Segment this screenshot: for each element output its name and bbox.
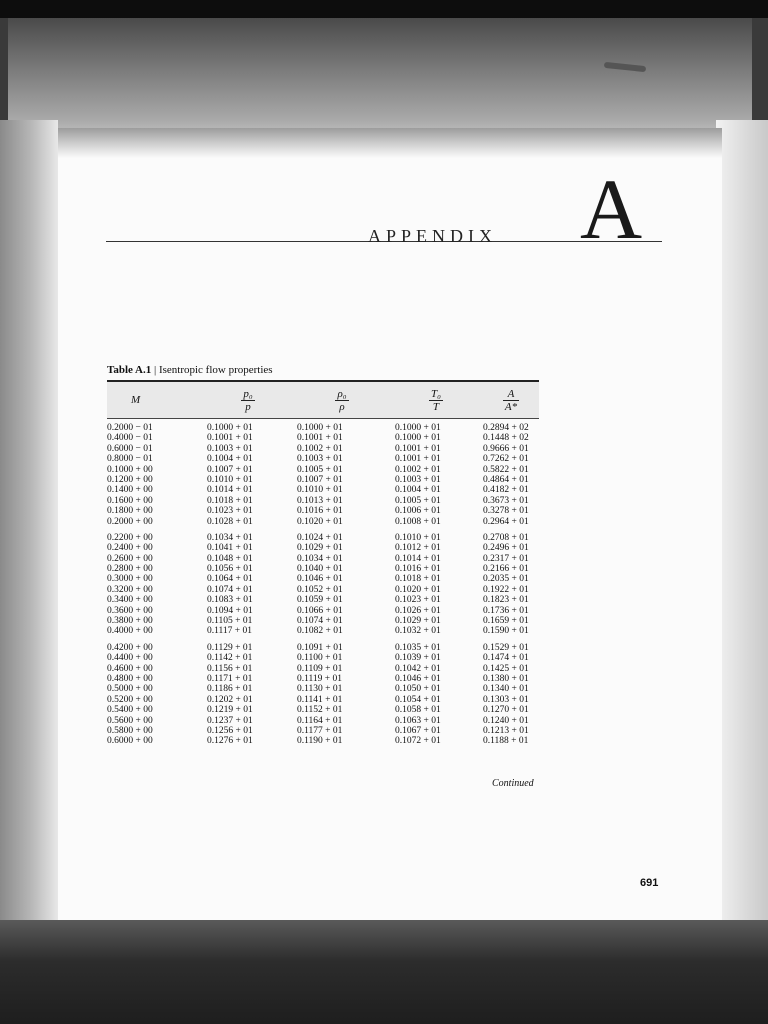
table-row xyxy=(107,465,539,475)
table-cell: 0.5600 + 00 xyxy=(107,715,153,726)
table-cell: 0.8000 − 01 xyxy=(107,454,153,465)
table-cell: 0.5822 + 01 xyxy=(483,464,529,475)
table-cell: 0.1005 + 01 xyxy=(297,464,343,475)
table-row xyxy=(107,433,539,443)
table-row xyxy=(107,585,539,595)
table-cell: 0.1004 + 01 xyxy=(207,454,253,465)
table-cell: 0.1105 + 01 xyxy=(207,616,253,627)
table-cell: 0.1000 + 01 xyxy=(297,423,343,433)
table-cell: 0.1010 + 01 xyxy=(207,474,253,485)
header-pressure-num: p₀ xyxy=(243,387,253,400)
table-cell: 0.1823 + 01 xyxy=(483,595,529,606)
table-cell: 0.4800 + 00 xyxy=(107,673,153,684)
isentropic-table xyxy=(107,380,539,747)
table-cell: 0.1004 + 01 xyxy=(395,485,441,496)
table-cell: 0.1529 + 01 xyxy=(483,642,529,653)
table-cell: 0.1020 + 01 xyxy=(395,584,441,595)
table-cell: 0.1141 + 01 xyxy=(297,694,343,705)
table-cell: 0.1059 + 01 xyxy=(297,595,343,606)
table-cell: 0.1002 + 01 xyxy=(297,443,343,454)
table-cell: 0.1023 + 01 xyxy=(207,506,253,517)
page-top-shade xyxy=(58,128,722,158)
table-cell: 0.3400 + 00 xyxy=(107,595,153,606)
table-cell: 0.1190 + 01 xyxy=(297,736,343,747)
table-cell: 0.1018 + 01 xyxy=(207,495,253,506)
table-cell: 0.1001 + 01 xyxy=(395,454,441,465)
table-cell: 0.5000 + 00 xyxy=(107,684,153,695)
table-row-group xyxy=(107,533,539,637)
table-cell: 0.1448 + 02 xyxy=(483,433,529,444)
table-cell: 0.5800 + 00 xyxy=(107,725,153,736)
table-row xyxy=(107,554,539,564)
table-cell: 0.1029 + 01 xyxy=(297,543,343,554)
table-cell: 0.6000 − 01 xyxy=(107,443,153,454)
table-cell: 0.1000 + 01 xyxy=(207,423,253,433)
table-row xyxy=(107,485,539,495)
scan-left-shadow xyxy=(0,120,58,920)
table-cell: 0.2600 + 00 xyxy=(107,553,153,564)
scan-top-shadow xyxy=(8,18,752,138)
table-cell: 0.5400 + 00 xyxy=(107,705,153,716)
table-row xyxy=(107,454,539,464)
table-cell: 0.1202 + 01 xyxy=(207,694,253,705)
table-cell: 0.4182 + 01 xyxy=(483,485,529,496)
table-cell: 0.1590 + 01 xyxy=(483,626,529,637)
table-cell: 0.1035 + 01 xyxy=(395,642,441,653)
header-temperature-num: T₀ xyxy=(431,387,441,400)
header-pressure-ratio xyxy=(201,388,295,413)
table-cell: 0.3673 + 01 xyxy=(483,495,529,506)
table-cell: 0.1010 + 01 xyxy=(297,485,343,496)
table-caption-separator: | xyxy=(151,364,159,376)
table-cell: 0.1003 + 01 xyxy=(395,474,441,485)
table-cell: 0.1117 + 01 xyxy=(207,626,253,637)
table-cell: 0.1042 + 01 xyxy=(395,663,441,674)
appendix-letter: A xyxy=(580,161,643,257)
table-cell: 0.1474 + 01 xyxy=(483,653,529,664)
table-caption xyxy=(107,364,273,376)
table-cell: 0.1014 + 01 xyxy=(395,553,441,564)
table-cell: 0.1023 + 01 xyxy=(395,595,441,606)
table-cell: 0.3600 + 00 xyxy=(107,605,153,616)
table-cell: 0.1005 + 01 xyxy=(395,495,441,506)
table-cell: 0.3278 + 01 xyxy=(483,506,529,517)
table-row-group xyxy=(107,423,539,527)
table-row xyxy=(107,595,539,605)
table-cell: 0.4000 − 01 xyxy=(107,433,153,444)
table-caption-label: Table A.1 xyxy=(107,364,152,376)
table-row xyxy=(107,643,539,653)
table-row xyxy=(107,653,539,663)
table-cell: 0.1074 + 01 xyxy=(297,616,343,627)
table-cell: 0.1008 + 01 xyxy=(395,516,441,527)
table-cell: 0.1380 + 01 xyxy=(483,673,529,684)
table-cell: 0.4200 + 00 xyxy=(107,642,153,653)
header-area-ratio xyxy=(483,388,539,413)
table-cell: 0.1659 + 01 xyxy=(483,616,529,627)
table-cell: 0.1018 + 01 xyxy=(395,574,441,585)
table-cell: 0.1003 + 01 xyxy=(207,443,253,454)
table-cell: 0.4600 + 00 xyxy=(107,663,153,674)
book-page xyxy=(58,128,722,920)
table-cell: 0.1142 + 01 xyxy=(207,653,253,664)
table-cell: 0.4400 + 00 xyxy=(107,653,153,664)
table-caption-title: Isentropic flow properties xyxy=(158,364,273,376)
table-row xyxy=(107,626,539,636)
table-row xyxy=(107,543,539,553)
table-cell: 0.1186 + 01 xyxy=(207,684,253,695)
table-cell: 0.1016 + 01 xyxy=(395,564,441,575)
table-row xyxy=(107,564,539,574)
header-density-ratio xyxy=(295,388,389,413)
table-cell: 0.1240 + 01 xyxy=(483,715,529,726)
table-cell: 0.1256 + 01 xyxy=(207,725,253,736)
table-cell: 0.9666 + 01 xyxy=(483,443,529,454)
table-cell: 0.2496 + 01 xyxy=(483,543,529,554)
table-cell: 0.1034 + 01 xyxy=(207,532,253,543)
table-cell: 0.1091 + 01 xyxy=(297,642,343,653)
scan-top-border xyxy=(0,0,768,18)
table-cell: 0.2894 + 02 xyxy=(483,423,529,433)
table-cell: 0.6000 + 00 xyxy=(107,736,153,747)
table-row xyxy=(107,506,539,516)
table-cell: 0.1063 + 01 xyxy=(395,715,441,726)
table-row xyxy=(107,616,539,626)
table-cell: 0.1067 + 01 xyxy=(395,725,441,736)
table-cell: 0.1109 + 01 xyxy=(297,663,343,674)
table-cell: 0.1016 + 01 xyxy=(297,506,343,517)
table-cell: 0.1034 + 01 xyxy=(297,553,343,564)
table-cell: 0.1010 + 01 xyxy=(395,532,441,543)
table-cell: 0.1013 + 01 xyxy=(297,495,343,506)
table-row xyxy=(107,695,539,705)
table-body xyxy=(107,423,539,747)
continued-note: Continued xyxy=(492,778,534,789)
table-cell: 0.3200 + 00 xyxy=(107,584,153,595)
table-cell: 0.1039 + 01 xyxy=(395,653,441,664)
table-cell: 0.1014 + 01 xyxy=(207,485,253,496)
header-density-den: ρ xyxy=(339,400,345,413)
table-cell: 0.1032 + 01 xyxy=(395,626,441,637)
table-cell: 0.1000 + 00 xyxy=(107,464,153,475)
table-cell: 0.1001 + 01 xyxy=(207,433,253,444)
table-row xyxy=(107,684,539,694)
scan-bottom-border xyxy=(0,920,768,1024)
table-row xyxy=(107,496,539,506)
table-cell: 0.1028 + 01 xyxy=(207,516,253,527)
table-cell: 0.1188 + 01 xyxy=(483,736,529,747)
table-cell: 0.1219 + 01 xyxy=(207,705,253,716)
table-cell: 0.1200 + 00 xyxy=(107,474,153,485)
table-row xyxy=(107,705,539,715)
table-cell: 0.1094 + 01 xyxy=(207,605,253,616)
table-cell: 0.5200 + 00 xyxy=(107,694,153,705)
table-row xyxy=(107,716,539,726)
table-cell: 0.1040 + 01 xyxy=(297,564,343,575)
table-cell: 0.1800 + 00 xyxy=(107,506,153,517)
table-cell: 0.1046 + 01 xyxy=(395,673,441,684)
table-cell: 0.1130 + 01 xyxy=(297,684,343,695)
table-cell: 0.1003 + 01 xyxy=(297,454,343,465)
table-cell: 0.1066 + 01 xyxy=(297,605,343,616)
table-row xyxy=(107,423,539,433)
table-cell: 0.1736 + 01 xyxy=(483,605,529,616)
table-cell: 0.7262 + 01 xyxy=(483,454,529,465)
table-cell: 0.1001 + 01 xyxy=(395,443,441,454)
header-mach: M xyxy=(131,394,141,406)
table-cell: 0.1082 + 01 xyxy=(297,626,343,637)
table-cell: 0.1020 + 01 xyxy=(297,516,343,527)
table-row xyxy=(107,533,539,543)
table-cell: 0.1001 + 01 xyxy=(297,433,343,444)
table-cell: 0.1237 + 01 xyxy=(207,715,253,726)
table-cell: 0.2200 + 00 xyxy=(107,532,153,543)
table-cell: 0.1922 + 01 xyxy=(483,584,529,595)
table-cell: 0.2166 + 01 xyxy=(483,564,529,575)
table-cell: 0.1029 + 01 xyxy=(395,616,441,627)
table-cell: 0.1000 + 01 xyxy=(395,433,441,444)
table-cell: 0.2000 − 01 xyxy=(107,423,153,433)
table-row-group xyxy=(107,643,539,747)
table-cell: 0.2317 + 01 xyxy=(483,553,529,564)
table-cell: 0.1600 + 00 xyxy=(107,495,153,506)
table-cell: 0.1177 + 01 xyxy=(297,725,343,736)
table-cell: 0.2400 + 00 xyxy=(107,543,153,554)
table-cell: 0.3000 + 00 xyxy=(107,574,153,585)
header-temperature-ratio xyxy=(389,388,483,413)
table-header-rule xyxy=(107,418,539,419)
table-row xyxy=(107,736,539,746)
table-cell: 0.1425 + 01 xyxy=(483,663,529,674)
table-cell: 0.1074 + 01 xyxy=(207,584,253,595)
table-cell: 0.1041 + 01 xyxy=(207,543,253,554)
header-density-num: ρ₀ xyxy=(337,387,347,400)
table-cell: 0.2708 + 01 xyxy=(483,532,529,543)
table-cell: 0.1276 + 01 xyxy=(207,736,253,747)
table-cell: 0.4864 + 01 xyxy=(483,474,529,485)
scan-right-shadow xyxy=(716,120,768,920)
table-cell: 0.1072 + 01 xyxy=(395,736,441,747)
header-pressure-den: p xyxy=(245,400,251,413)
header-area-num: A xyxy=(503,388,519,401)
table-cell: 0.1007 + 01 xyxy=(297,474,343,485)
table-cell: 0.1050 + 01 xyxy=(395,684,441,695)
table-cell: 0.1100 + 01 xyxy=(297,653,343,664)
table-cell: 0.1270 + 01 xyxy=(483,705,529,716)
table-cell: 0.1400 + 00 xyxy=(107,485,153,496)
table-cell: 0.1000 + 01 xyxy=(395,423,441,433)
table-cell: 0.1129 + 01 xyxy=(207,642,253,653)
table-cell: 0.1012 + 01 xyxy=(395,543,441,554)
table-cell: 0.1024 + 01 xyxy=(297,532,343,543)
table-row xyxy=(107,517,539,527)
table-cell: 0.1052 + 01 xyxy=(297,584,343,595)
table-cell: 0.1007 + 01 xyxy=(207,464,253,475)
table-cell: 0.2000 + 00 xyxy=(107,516,153,527)
table-cell: 0.1083 + 01 xyxy=(207,595,253,606)
table-cell: 0.1303 + 01 xyxy=(483,694,529,705)
table-cell: 0.4000 + 00 xyxy=(107,626,153,637)
table-cell: 0.1064 + 01 xyxy=(207,574,253,585)
table-cell: 0.1119 + 01 xyxy=(297,673,343,684)
table-cell: 0.1054 + 01 xyxy=(395,694,441,705)
header-temperature-den: T xyxy=(432,400,440,413)
table-cell: 0.1046 + 01 xyxy=(297,574,343,585)
appendix-label: APPENDIX xyxy=(368,226,498,246)
table-cell: 0.1006 + 01 xyxy=(395,506,441,517)
header-area-den: A* xyxy=(504,400,518,413)
table-cell: 0.2035 + 01 xyxy=(483,574,529,585)
table-cell: 0.3800 + 00 xyxy=(107,616,153,627)
table-row xyxy=(107,674,539,684)
table-cell: 0.1164 + 01 xyxy=(297,715,343,726)
table-cell: 0.1002 + 01 xyxy=(395,464,441,475)
table-cell: 0.1026 + 01 xyxy=(395,605,441,616)
table-cell: 0.1048 + 01 xyxy=(207,553,253,564)
table-row xyxy=(107,444,539,454)
table-cell: 0.1171 + 01 xyxy=(207,673,253,684)
table-row xyxy=(107,664,539,674)
table-header-row xyxy=(107,382,539,418)
table-cell: 0.2800 + 00 xyxy=(107,564,153,575)
table-cell: 0.1156 + 01 xyxy=(207,663,253,674)
table-cell: 0.1058 + 01 xyxy=(395,705,441,716)
table-cell: 0.1152 + 01 xyxy=(297,705,343,716)
table-row xyxy=(107,475,539,485)
table-cell: 0.1056 + 01 xyxy=(207,564,253,575)
table-row xyxy=(107,574,539,584)
page-number: 691 xyxy=(640,877,659,889)
table-row xyxy=(107,606,539,616)
table-cell: 0.2964 + 01 xyxy=(483,516,529,527)
table-cell: 0.1340 + 01 xyxy=(483,684,529,695)
table-cell: 0.1213 + 01 xyxy=(483,725,529,736)
table-row xyxy=(107,726,539,736)
